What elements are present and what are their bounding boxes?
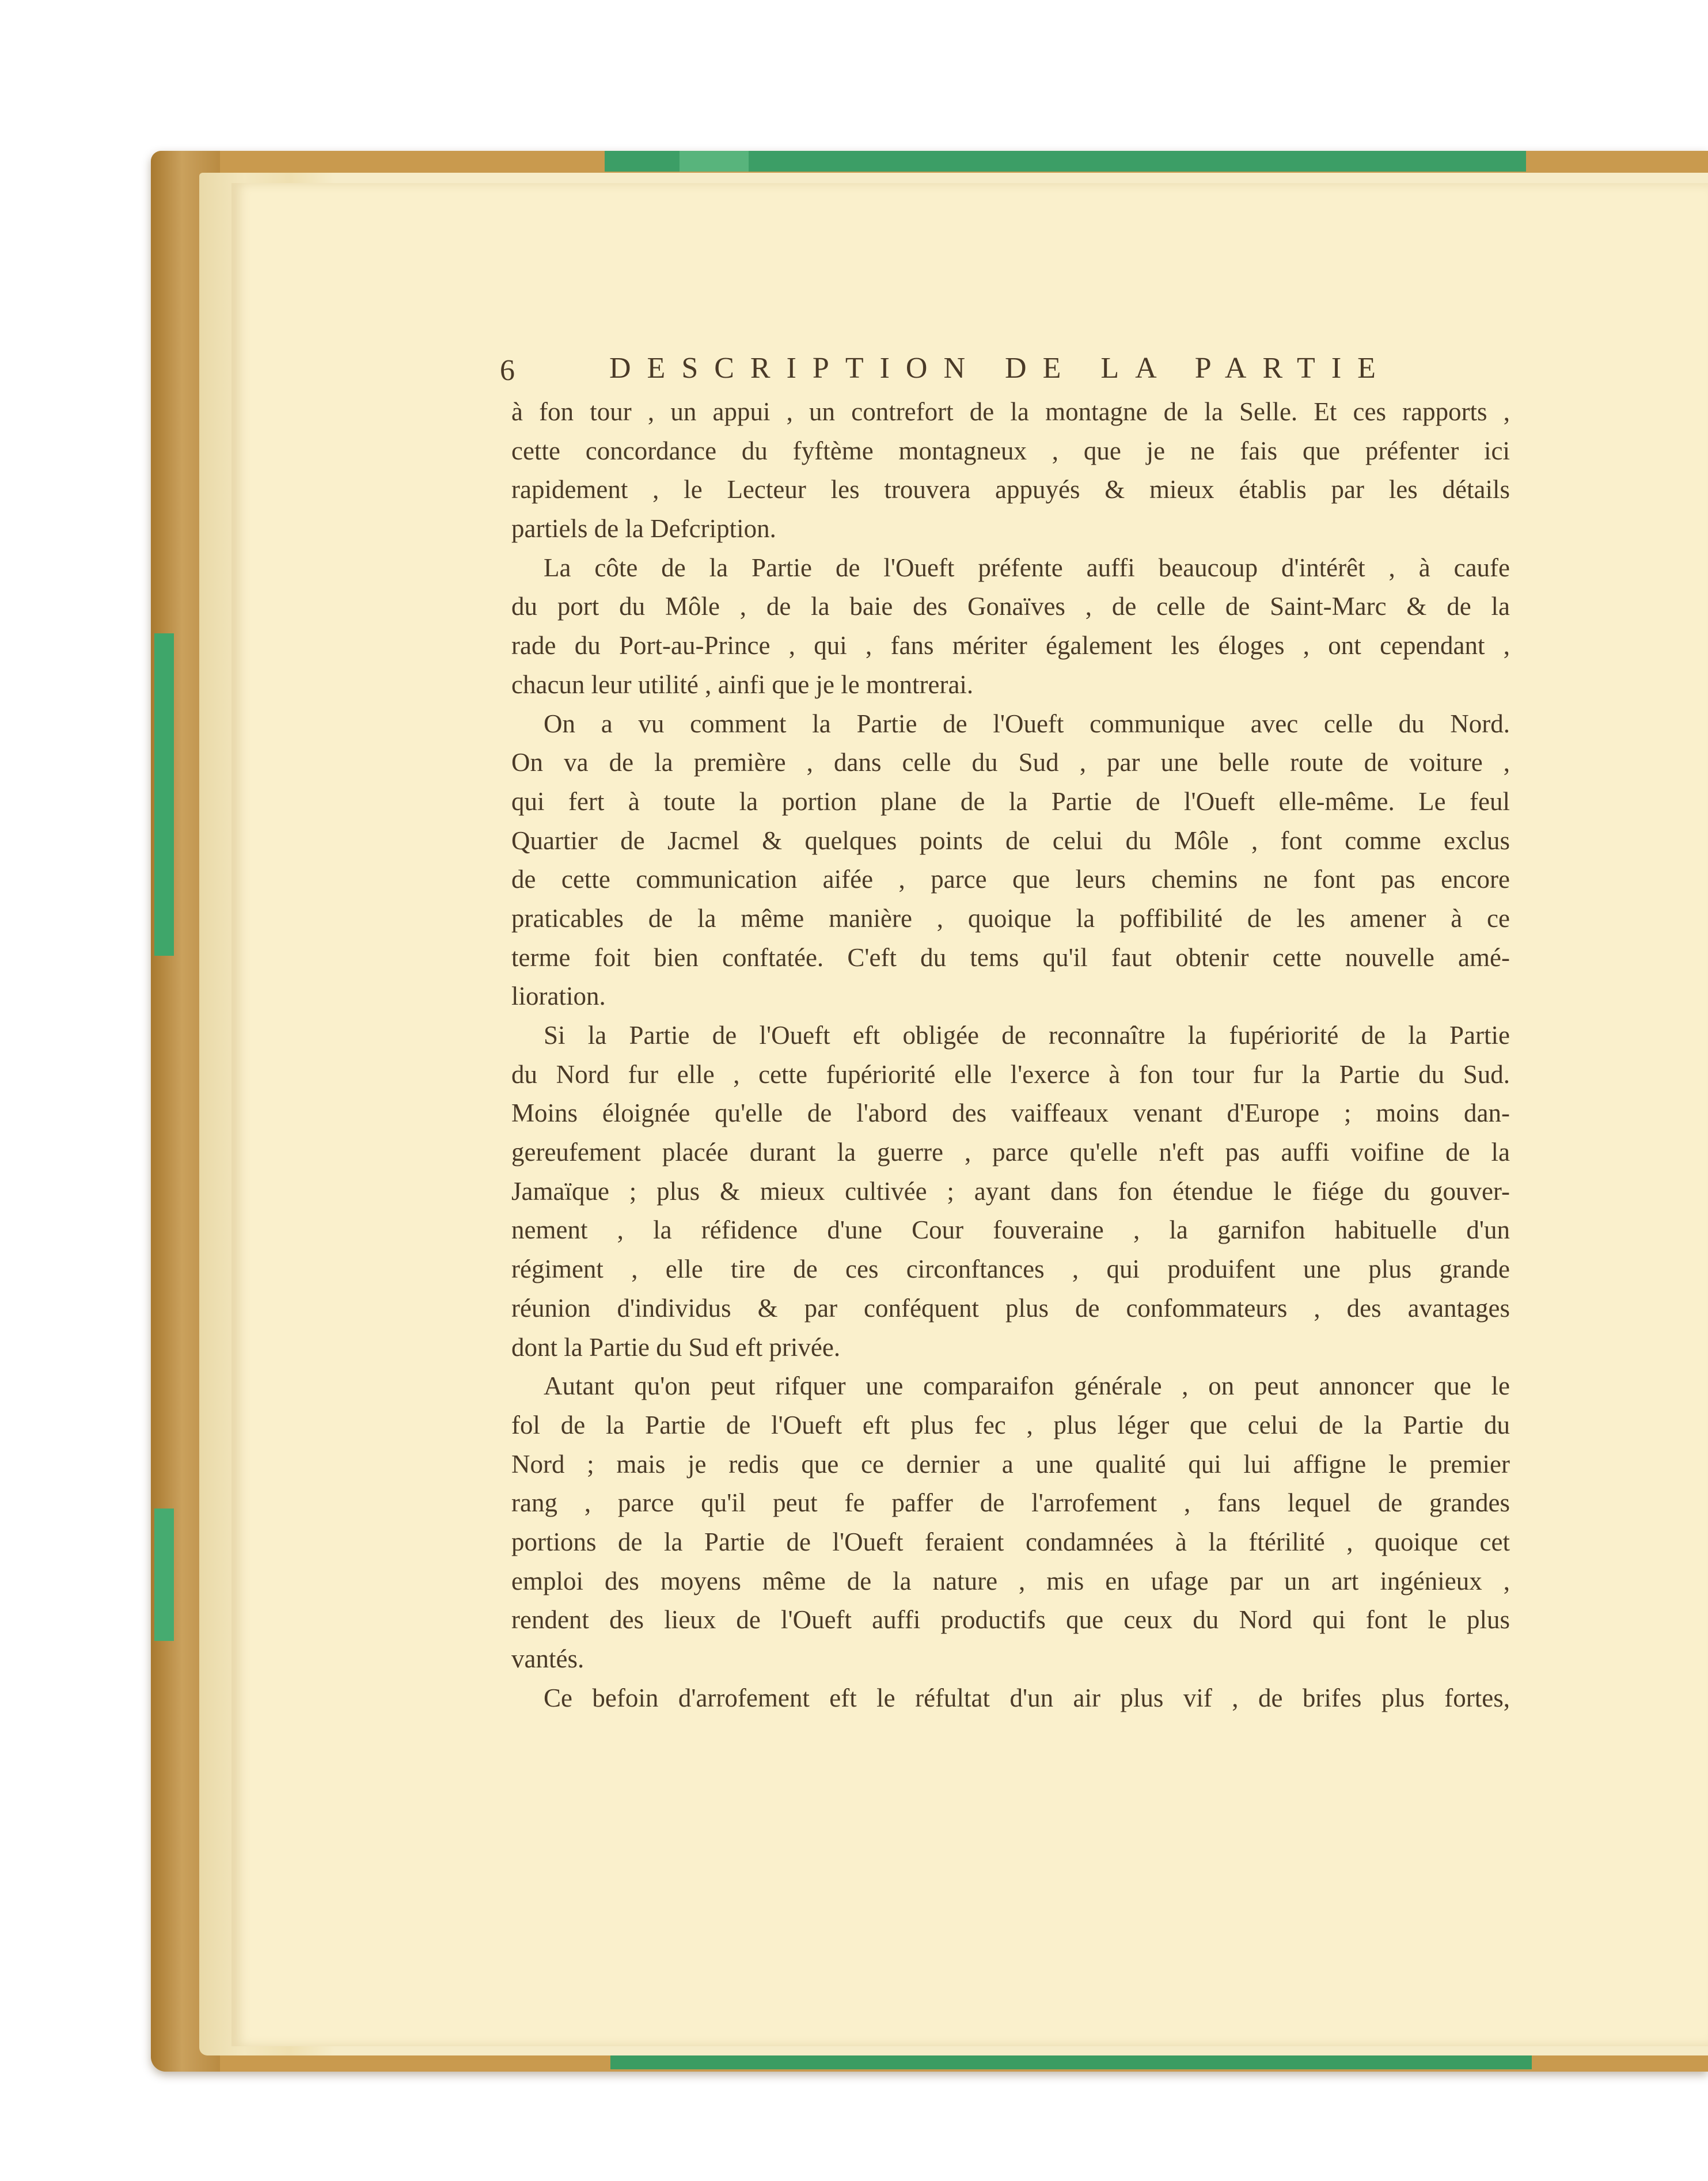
text-block	[500, 335, 1510, 1718]
green-spine-top-accent	[680, 151, 749, 172]
text-line: lioration.	[511, 982, 606, 1011]
text-line: de cette communication aifée , parce que leurs chemins ne font pas encore	[511, 865, 1510, 894]
text-line: Jamaïque ; plus & mieux cultivée ; ayant dans fon étendue le fiége du gouver-	[511, 1176, 1510, 1206]
text-line: à fon tour , un appui , un contrefort de la montagne de la Selle. Et ces rapports ,	[511, 397, 1510, 426]
text-line: du port du Môle , de la baie des Gonaïves , de celle de Saint-Marc & de la	[511, 592, 1510, 621]
text-line: Moins éloignée qu'elle de l'abord des vaiffeaux venant d'Europe ; moins dan-	[511, 1099, 1510, 1128]
text-line: nement , la réfidence d'une Cour fouveraine , la garnifon habituelle d'un	[511, 1215, 1510, 1245]
text-line: Ce befoin d'arrofement eft le réfultat d'un air plus vif , de brifes plus fortes,	[544, 1683, 1510, 1712]
text-line: régiment , elle tire de ces circonftances , qui produifent une plus grande	[511, 1255, 1510, 1284]
text-line: On a vu comment la Partie de l'Oueft communique avec celle du Nord.	[544, 709, 1510, 738]
paragraph-5	[511, 1367, 1510, 1679]
text-line: partiels de la Defcription.	[511, 514, 776, 544]
text-line: terme foit bien conftatée. C'eft du tems qu'il faut obtenir cette nouvelle amé-	[511, 943, 1510, 972]
text-line: gereufement placée durant la guerre , parce qu'elle n'eft pas auffi voifine de la	[511, 1138, 1510, 1167]
text-line: rapidement , le Lecteur les trouvera appuyés & mieux établis par les détails	[511, 475, 1510, 504]
text-line: réunion d'individus & par conféquent plus de confommateurs , des avantages	[511, 1293, 1510, 1323]
green-spine-left-lower	[154, 1509, 174, 1641]
text-line: du Nord fur elle , cette fupériorité elle l'exerce à fon tour fur la Partie du Sud.	[511, 1059, 1510, 1089]
text-line: Quartier de Jacmel & quelques points de celui du Môle , font comme exclus	[511, 826, 1510, 855]
text-line: rade du Port-au-Prince , qui , fans mériter également les éloges , ont cependant ,	[511, 631, 1510, 660]
text-line: vantés.	[511, 1644, 584, 1673]
text-line: praticables de la même manière , quoique la poffibilité de les amener à ce	[511, 903, 1510, 933]
text-line: On va de la première , dans celle du Sud , par une belle route de voiture ,	[511, 748, 1510, 777]
page-number: 6	[500, 354, 515, 387]
text-line: dont la Partie du Sud eft privée.	[511, 1332, 841, 1362]
text-line: Si la Partie de l'Oueft eft obligée de reconnaître la fupériorité de la Partie	[544, 1021, 1510, 1050]
text-line: cette concordance du fyftème montagneux , que je ne fais que préfenter ici	[511, 436, 1510, 465]
text-line: chacun leur utilité , ainfi que je le montrerai.	[511, 670, 974, 699]
paragraph-1	[511, 393, 1510, 549]
text-line: emploi des moyens même de la nature , mis en ufage par un art ingénieux ,	[511, 1566, 1510, 1595]
text-line: rang , parce qu'il peut fe paffer de l'arrofement , fans lequel de grandes	[511, 1488, 1510, 1518]
text-line: fol de la Partie de l'Oueft eft plus fec , plus léger que celui de la Partie du	[511, 1410, 1510, 1439]
text-line: Autant qu'on peut rifquer une comparaifon générale , on peut annoncer que le	[544, 1371, 1510, 1401]
green-spine-left-upper	[154, 633, 174, 956]
text-line: Nord ; mais je redis que ce dernier a une qualité qui lui affigne le premier	[511, 1449, 1510, 1479]
paragraph-6	[511, 1679, 1510, 1718]
paragraph-3	[511, 705, 1510, 1017]
text-line: La côte de la Partie de l'Oueft préfente auffi beaucoup d'intérêt , à caufe	[544, 553, 1510, 582]
running-title: DESCRIPTION DE LA PARTIE	[609, 352, 1392, 385]
text-line: portions de la Partie de l'Oueft feraient condamnées à la ftérilité , quoique cet	[511, 1527, 1510, 1556]
running-head	[500, 335, 1510, 393]
text-line: qui fert à toute la portion plane de la Partie de l'Oueft elle-même. Le feul	[511, 786, 1510, 816]
paragraph-2	[511, 549, 1510, 705]
text-line: rendent des lieux de l'Oueft auffi productifs que ceux du Nord qui font le plus	[511, 1605, 1510, 1635]
paragraph-4	[511, 1016, 1510, 1367]
